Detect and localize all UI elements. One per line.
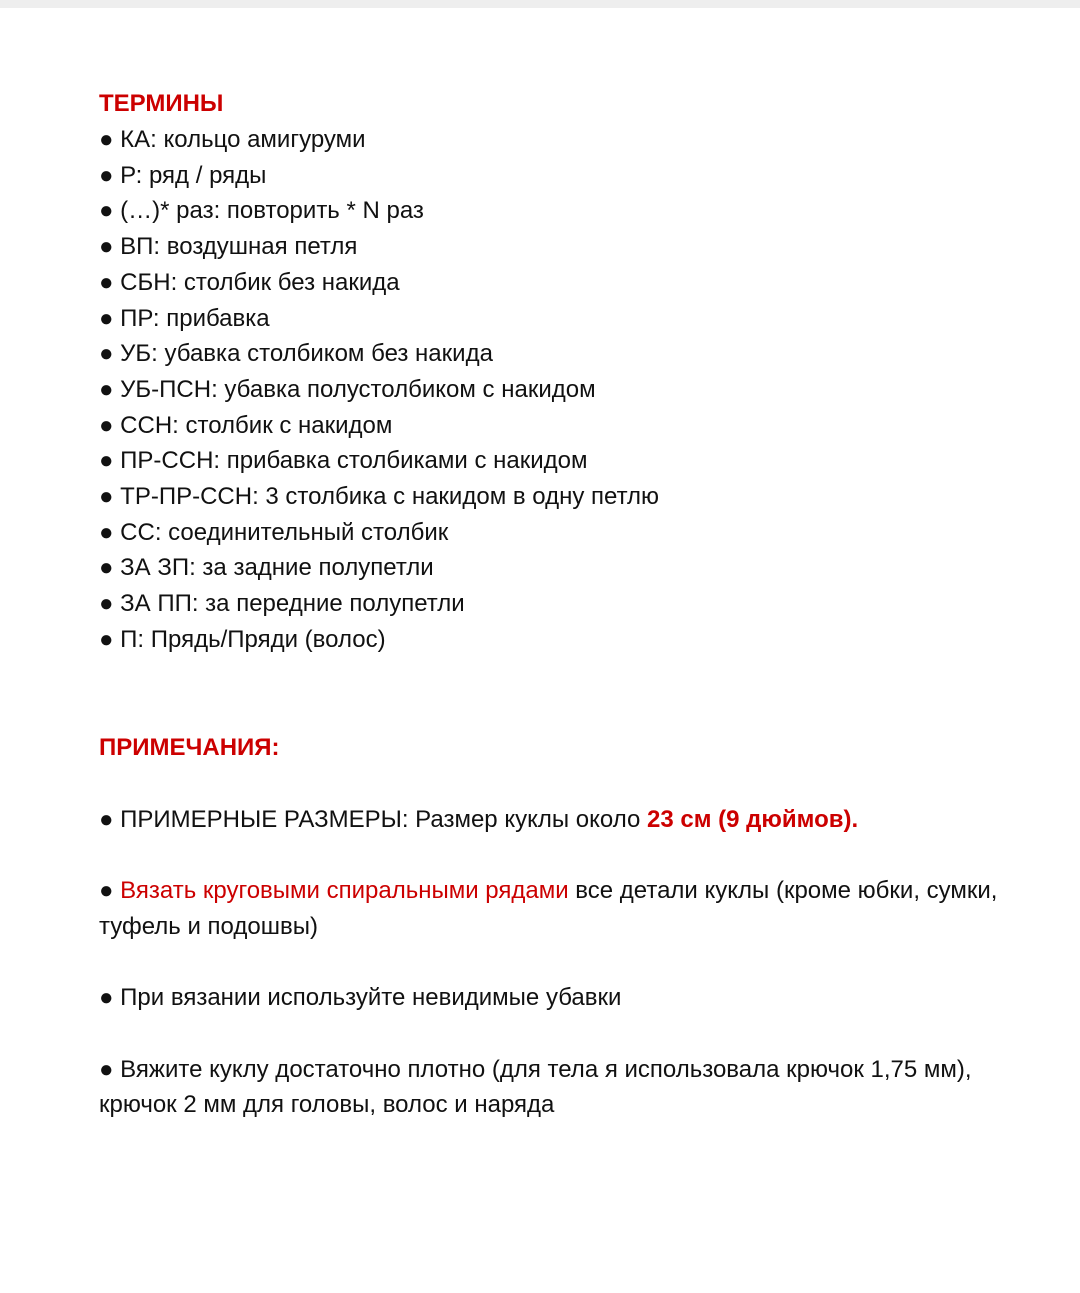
size-note-highlight: 23 см (9 дюймов). (647, 805, 859, 833)
document-page (0, 8, 1080, 1293)
size-note (99, 802, 1039, 838)
term-item: ● УБ: убавка столбиком без накида (99, 340, 493, 368)
terms-list (99, 122, 1039, 658)
term-item: ● ПР: прибавка (99, 304, 270, 332)
spiral-note-highlight: Вязать круговыми спиральными рядами (120, 877, 569, 905)
term-item: ● ПР-ССН: прибавка столбиками с накидом (99, 447, 588, 475)
term-item: ● СБН: столбик без накида (99, 268, 400, 296)
term-item: ● Р: ряд / ряды (99, 161, 267, 189)
tension-note: ● Вяжите куклу достаточно плотно (для тела я использовала крючок 1,75 мм), крючок 2 мм для головы, волос и наряда (99, 1055, 972, 1119)
spiral-note-rest: все детали куклы (кроме юбки, сумки, туфель и подошвы) (99, 877, 998, 940)
notes-heading: ПРИМЕЧАНИЯ: (99, 733, 280, 761)
decrease-note: ● При вязании используйте невидимые убавки (99, 984, 622, 1012)
term-item: ● ЗА ЗП: за задние полупетли (99, 554, 434, 582)
term-item: ● (…)* раз: повторить * N раз (99, 197, 424, 225)
spiral-note (99, 873, 1039, 944)
term-item: ● СС: соединительный столбик (99, 518, 449, 546)
size-note-prefix: ● ПРИМЕРНЫЕ РАЗМЕРЫ: Размер куклы около (99, 805, 648, 833)
term-item: ● УБ-ПСН: убавка полустолбиком с накидом (99, 375, 596, 403)
spiral-note-bullet: ● (99, 877, 121, 905)
term-item: ● ЗА ПП: за передние полупетли (99, 590, 465, 618)
term-item: ● ССН: столбик с накидом (99, 411, 393, 439)
terms-heading: ТЕРМИНЫ (99, 90, 224, 117)
term-item: ● КА: кольцо амигуруми (99, 126, 366, 153)
top-bar (0, 0, 1080, 8)
term-item: ● ТР-ПР-ССН: 3 столбика с накидом в одну петлю (99, 483, 660, 511)
term-item: ● ВП: воздушная петля (99, 233, 358, 261)
document-content (99, 86, 1039, 1123)
term-item: ● П: Прядь/Пряди (волос) (99, 625, 386, 653)
